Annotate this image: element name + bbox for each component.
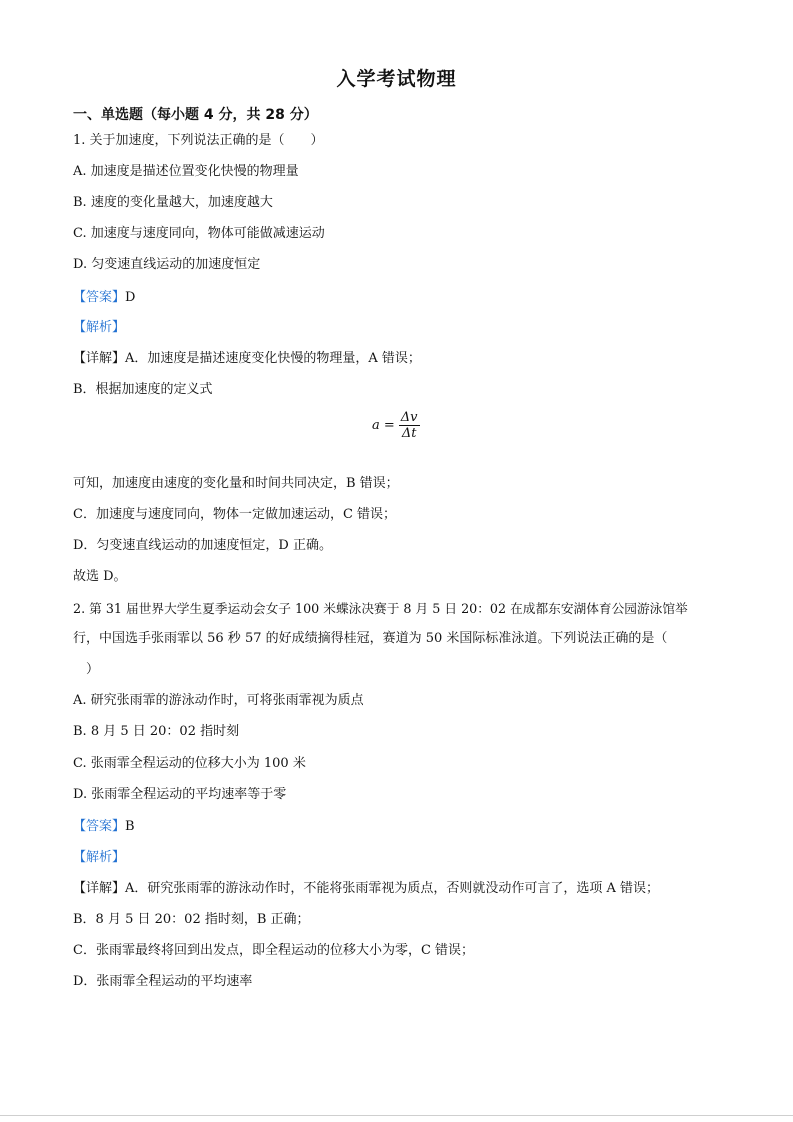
q2-option-d: D. 张雨霏全程运动的平均速率等于零	[73, 787, 287, 802]
page-title: 入学考试物理	[336, 68, 457, 90]
q1-analysis-tag: 【解析】	[73, 320, 126, 335]
q2-option-a: A. 研究张雨霏的游泳动作时，可将张雨霏视为质点	[73, 693, 364, 708]
q2-analysis-tag: 【解析】	[73, 850, 126, 865]
formula-fraction	[399, 410, 420, 441]
q1-option-c: C. 加速度与速度同向，物体可能做减速运动	[73, 226, 325, 241]
q2-detail-d: D．张雨霏全程运动的平均速率	[73, 974, 253, 989]
q1-after-1: 可知，加速度由速度的变化量和时间共同决定，B 错误；	[73, 476, 399, 491]
formula-denominator: Δt	[401, 426, 417, 441]
answer-value: D	[125, 290, 136, 305]
q2-option-b: B. 8 月 5 日 20：02 指时刻	[73, 724, 240, 739]
q2-stem-1: 2. 第 31 届世界大学生夏季运动会女子 100 米蝶泳决赛于 8 月 5 日 20：02 在成都东安湖体育公园游泳馆举	[73, 601, 688, 616]
formula-numerator: Δv	[400, 410, 418, 425]
q1-after-3: D．匀变速直线运动的加速度恒定，D 正确。	[73, 538, 332, 553]
page-bottom-divider	[0, 1115, 793, 1116]
section-title: 一、单选题（每小题 4 分，共 28 分）	[73, 107, 318, 123]
q1-detail-b: B．根据加速度的定义式	[73, 382, 213, 397]
q2-answer	[73, 818, 135, 836]
q1-after-4: 故选 D。	[73, 569, 127, 584]
q1-detail-a	[73, 350, 421, 368]
q2-stem-3: ）	[73, 662, 100, 677]
q2-detail-c: C．张雨霏最终将回到出发点，即全程运动的位移大小为零，C 错误；	[73, 943, 475, 958]
q2-option-c: C. 张雨霏全程运动的位移大小为 100 米	[73, 756, 306, 771]
q1-option-a: A. 加速度是描述位置变化快慢的物理量	[73, 164, 299, 179]
detail-text: A．研究张雨霏的游泳动作时，不能将张雨霏视为质点，否则就没动作可言了，选项 A 错误；	[125, 881, 660, 896]
detail-tag: 【详解】	[73, 881, 126, 896]
q2-stem-2: 行，中国选手张雨霏以 56 秒 57 的好成绩摘得桂冠，赛道为 50 米国际标准泳道。下列说法正确的是（	[73, 631, 668, 646]
answer-value: B	[125, 819, 135, 834]
q1-option-d: D. 匀变速直线运动的加速度恒定	[73, 257, 261, 272]
answer-tag: 【答案】	[73, 290, 126, 305]
q1-option-b: B. 速度的变化量越大，加速度越大	[73, 195, 273, 210]
q1-after-2: C．加速度与速度同向，物体一定做加速运动，C 错误；	[73, 507, 397, 522]
q1-answer	[73, 289, 135, 307]
acceleration-formula	[372, 410, 420, 441]
detail-tag: 【详解】	[73, 351, 126, 366]
answer-tag: 【答案】	[73, 819, 126, 834]
detail-text: A．加速度是描述速度变化快慢的物理量，A 错误；	[125, 351, 421, 366]
formula-lhs: a =	[372, 418, 395, 433]
q2-detail-a	[73, 880, 659, 898]
q2-detail-b: B．8 月 5 日 20：02 指时刻，B 正确；	[73, 912, 310, 927]
q1-stem: 1. 关于加速度，下列说法正确的是（ ）	[73, 133, 324, 148]
